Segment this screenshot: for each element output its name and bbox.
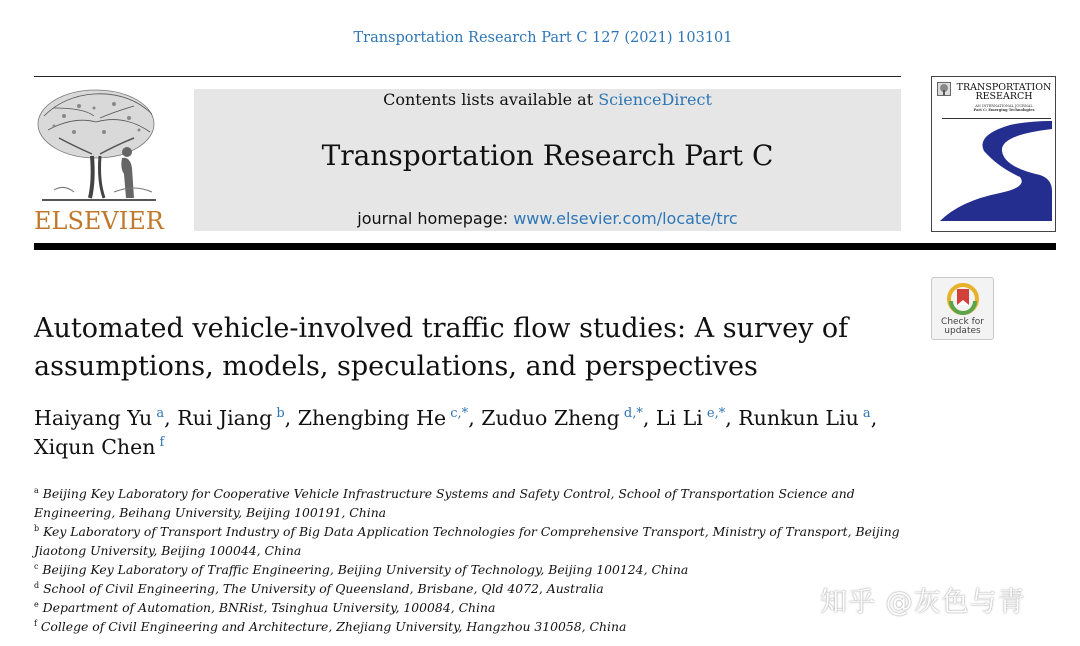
author-affiliation-marker[interactable]: d,*	[623, 406, 643, 421]
zhihu-watermark: 知乎 @灰色与青	[820, 587, 1026, 618]
cover-title-line1: TRANSPORTATION	[956, 82, 1052, 93]
cover-subtitle-line2: Part C: Emerging Technologies	[973, 108, 1035, 112]
affiliation-item	[34, 484, 914, 522]
author-name[interactable]: Rui Jiang	[177, 406, 273, 430]
cover-divider	[942, 118, 1051, 119]
affiliation-text: Key Laboratory of Transport Industry of Big Data Application Technologies for Comprehensive Transport, Ministry of Transport, Beijing Jiaotong University, Beijing 100044, China	[34, 524, 900, 558]
affiliation-text: Department of Automation, BNRist, Tsinghua University, 100084, China	[38, 600, 496, 615]
affiliation-item	[34, 522, 914, 560]
contents-line	[194, 90, 901, 109]
article-title: Automated vehicle-involved traffic flow studies: A survey of assumptions, models, speculations, and perspectives	[34, 313, 849, 382]
elsevier-wordmark: ELSEVIER	[34, 207, 164, 235]
journal-title: Transportation Research Part C	[321, 139, 774, 172]
author-separator: ,	[468, 406, 482, 430]
homepage-prefix: journal homepage:	[357, 209, 514, 228]
affiliation-item	[34, 598, 914, 617]
affiliation-label: f	[34, 619, 37, 628]
journal-cover[interactable]	[931, 76, 1056, 232]
author-separator: ,	[725, 406, 739, 430]
cover-subtitle-line1: AN INTERNATIONAL JOURNAL	[975, 104, 1033, 108]
author-affiliation-marker[interactable]: a	[156, 406, 165, 421]
affiliation-text: Beijing Key Laboratory for Cooperative Vehicle Infrastructure Systems and Safety Control, School of Transportation Science and Engineering, Beihang University, Beijing 100191, China	[34, 486, 855, 520]
affiliation-label: b	[34, 524, 40, 533]
author-affiliation-marker[interactable]: b	[276, 406, 285, 421]
author-separator: ,	[642, 406, 656, 430]
header-bottom-rule	[34, 243, 1056, 250]
cover-title	[956, 83, 1052, 101]
author-name[interactable]: Haiyang Yu	[34, 406, 153, 430]
check-for-updates-button[interactable]	[931, 277, 994, 340]
author-affiliation-marker[interactable]: a	[862, 406, 871, 421]
check-updates-line2: updates	[944, 326, 981, 336]
bookmark-ring-icon	[947, 283, 979, 315]
author-name[interactable]: Zhengbing He	[297, 406, 447, 430]
sciencedirect-link[interactable]: ScienceDirect	[598, 90, 712, 109]
contents-prefix: Contents lists available at	[383, 90, 599, 109]
affiliation-list	[34, 484, 914, 636]
author-separator: ,	[284, 406, 298, 430]
affiliation-item	[34, 560, 914, 579]
cover-title-line2: RESEARCH	[975, 91, 1033, 102]
affiliation-item	[34, 579, 914, 598]
elsevier-mini-icon	[937, 82, 951, 96]
author-name[interactable]: Runkun Liu	[738, 406, 859, 430]
homepage-line	[194, 209, 901, 228]
author-separator: ,	[870, 406, 878, 430]
affiliation-label: d	[34, 581, 40, 590]
author-name[interactable]: Li Li	[655, 406, 703, 430]
affiliation-label: e	[34, 600, 39, 609]
affiliation-text: College of Civil Engineering and Architecture, Zhejiang University, Hangzhou 310058, China	[36, 619, 627, 634]
affiliation-label: c	[34, 562, 39, 571]
affiliation-text: Beijing Key Laboratory of Traffic Engineering, Beijing University of Technology, Beijing 100124, China	[38, 562, 689, 577]
author-name[interactable]: Zuduo Zheng	[481, 406, 620, 430]
author-affiliation-marker[interactable]: e,*	[706, 406, 726, 421]
affiliation-text: School of Civil Engineering, The University of Queensland, Brisbane, Qld 4072, Australia	[39, 581, 604, 596]
author-list	[34, 404, 914, 462]
affiliation-item	[34, 617, 914, 636]
check-updates-line1: Check for	[941, 317, 984, 327]
author-name[interactable]: Xiqun Chen	[34, 435, 156, 459]
author-separator: ,	[164, 406, 178, 430]
elsevier-tree-icon	[34, 86, 164, 206]
homepage-link[interactable]: www.elsevier.com/locate/trc	[513, 209, 738, 228]
author-affiliation-marker[interactable]: c,*	[450, 406, 469, 421]
author-affiliation-marker[interactable]: f	[159, 435, 165, 450]
cover-subtitle	[956, 104, 1052, 112]
affiliation-label: a	[34, 486, 39, 495]
check-updates-text	[932, 318, 993, 336]
header-top-rule	[34, 76, 901, 77]
journal-reference[interactable]: Transportation Research Part C 127 (2021) 103101	[353, 30, 733, 46]
cover-road-icon	[940, 121, 1052, 221]
